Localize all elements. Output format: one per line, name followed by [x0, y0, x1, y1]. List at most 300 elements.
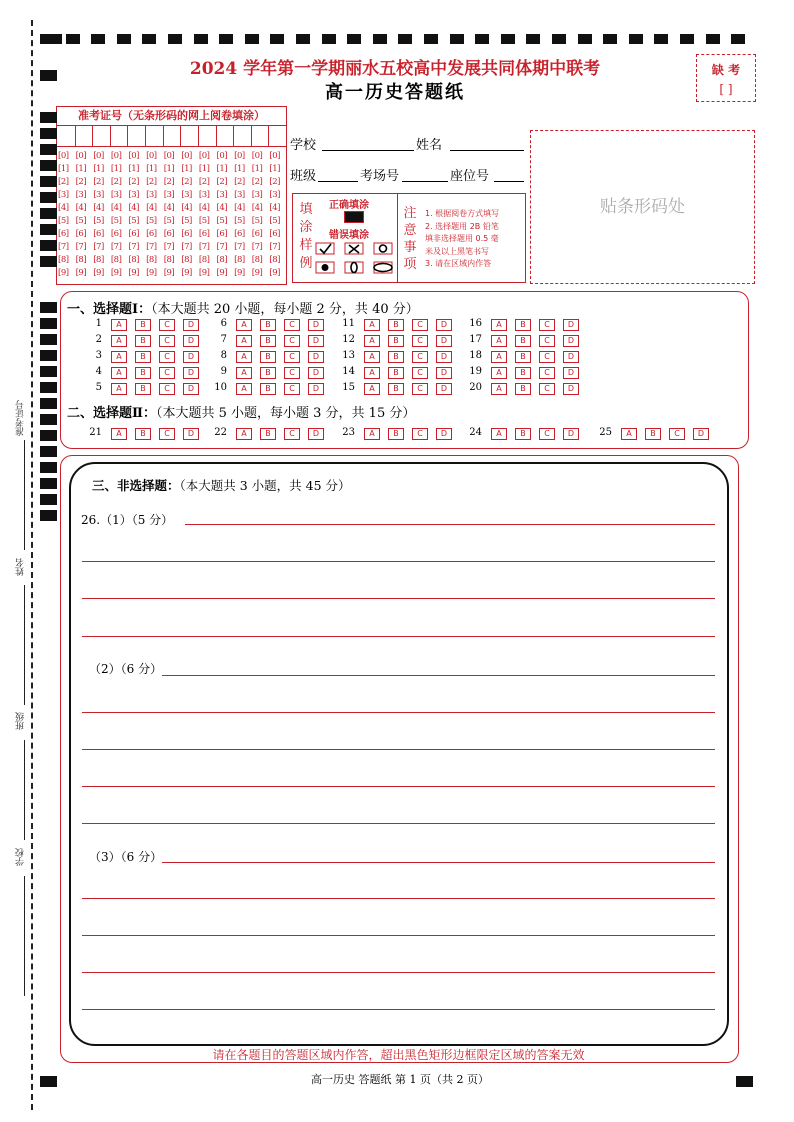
- ticket-digit-bubble[interactable]: [5]: [181, 216, 192, 226]
- ticket-digit-bubble[interactable]: [1]: [269, 164, 280, 174]
- ticket-digit-bubble[interactable]: [0]: [198, 151, 210, 161]
- option-c-bubble[interactable]: C: [412, 319, 428, 331]
- sample-label-char: 填: [299, 202, 313, 217]
- option-b-bubble[interactable]: B: [135, 319, 151, 331]
- sample-label-char: 样: [299, 238, 313, 253]
- ticket-digit-bubble[interactable]: [9]: [93, 268, 104, 278]
- question-number: 25: [599, 427, 612, 438]
- ticket-digit-bubble[interactable]: [0]: [163, 151, 175, 161]
- timing-mark: [40, 208, 57, 219]
- ticket-digit-bubble[interactable]: [7]: [269, 242, 280, 252]
- ticket-digit-bubble[interactable]: [5]: [128, 216, 139, 226]
- answer-line[interactable]: [185, 524, 715, 525]
- name-field[interactable]: [450, 150, 524, 151]
- option-b-bubble[interactable]: B: [388, 367, 404, 379]
- ticket-digit-bubble[interactable]: [9]: [234, 268, 245, 278]
- ticket-digit-bubble[interactable]: [7]: [234, 242, 245, 252]
- ticket-digit-bubble[interactable]: [9]: [146, 268, 157, 278]
- answer-line[interactable]: [162, 862, 715, 863]
- option-d-bubble[interactable]: D: [183, 367, 199, 379]
- ticket-digit-bubble[interactable]: [8]: [269, 255, 280, 265]
- option-d-bubble[interactable]: D: [183, 428, 199, 440]
- answer-line[interactable]: [82, 898, 715, 899]
- option-d-bubble[interactable]: D: [563, 383, 579, 395]
- option-a-bubble[interactable]: A: [491, 428, 507, 440]
- question-number: 4: [95, 366, 102, 377]
- ticket-digit-bubble[interactable]: [5]: [75, 216, 87, 226]
- question-number: 3: [95, 350, 102, 361]
- ticket-digit-bubble[interactable]: [7]: [128, 242, 139, 252]
- ticket-digit-bubble[interactable]: [3]: [181, 190, 192, 200]
- option-c-bubble[interactable]: C: [539, 367, 555, 379]
- timing-mark: [40, 240, 57, 251]
- ticket-digit-bubble[interactable]: [5]: [198, 216, 210, 226]
- option-a-bubble[interactable]: A: [364, 319, 380, 331]
- timing-mark: [450, 34, 464, 44]
- ticket-digit-bubble[interactable]: [4]: [198, 203, 210, 213]
- option-b-bubble[interactable]: B: [388, 428, 404, 440]
- option-b-bubble[interactable]: B: [260, 383, 276, 395]
- ticket-digit-bubble[interactable]: [2]: [234, 177, 245, 187]
- seat-label: 座位号: [450, 169, 490, 184]
- ticket-digit-bubble[interactable]: [0]: [58, 151, 69, 161]
- option-d-bubble[interactable]: D: [436, 319, 452, 331]
- option-a-bubble[interactable]: A: [111, 428, 127, 440]
- ticket-digit-bubble[interactable]: [4]: [234, 203, 245, 213]
- ticket-digit-bubble[interactable]: [8]: [93, 255, 104, 265]
- ticket-digit-bubble[interactable]: [7]: [251, 242, 263, 252]
- ticket-digit-bubble[interactable]: [1]: [234, 164, 245, 174]
- seat-field[interactable]: [494, 181, 524, 182]
- ticket-digit-bubble[interactable]: [8]: [75, 255, 87, 265]
- timing-mark: [40, 446, 57, 457]
- ticket-digit-bubble[interactable]: [4]: [128, 203, 139, 213]
- option-c-bubble[interactable]: C: [284, 351, 300, 363]
- ticket-digit-bubble[interactable]: [4]: [75, 203, 87, 213]
- ticket-column-divider: [180, 126, 181, 146]
- option-c-bubble[interactable]: C: [159, 335, 175, 347]
- option-c-bubble[interactable]: C: [159, 367, 175, 379]
- ticket-column-divider: [127, 126, 128, 146]
- answer-line[interactable]: [82, 823, 715, 824]
- timing-mark: [552, 34, 566, 44]
- school-field[interactable]: [322, 150, 414, 151]
- ticket-digit-bubble[interactable]: [6]: [216, 229, 228, 239]
- option-a-bubble[interactable]: A: [364, 367, 380, 379]
- question-number: 23: [342, 427, 355, 438]
- option-c-bubble[interactable]: C: [539, 428, 555, 440]
- ticket-column-divider: [145, 126, 146, 146]
- timing-mark: [706, 34, 720, 44]
- option-d-bubble[interactable]: D: [563, 319, 579, 331]
- ticket-digit-bubble[interactable]: [3]: [198, 190, 210, 200]
- option-a-bubble[interactable]: A: [491, 319, 507, 331]
- ticket-digit-bubble[interactable]: [2]: [198, 177, 210, 187]
- ticket-digit-bubble[interactable]: [0]: [216, 151, 228, 161]
- option-b-bubble[interactable]: B: [515, 335, 531, 347]
- ticket-digit-bubble[interactable]: [1]: [75, 164, 87, 174]
- option-d-bubble[interactable]: D: [308, 367, 324, 379]
- ticket-digit-bubble[interactable]: [6]: [181, 229, 192, 239]
- ticket-digit-bubble[interactable]: [7]: [181, 242, 192, 252]
- option-b-bubble[interactable]: B: [388, 351, 404, 363]
- option-c-bubble[interactable]: C: [284, 319, 300, 331]
- ticket-digit-bubble[interactable]: [6]: [251, 229, 263, 239]
- ticket-digit-bubble[interactable]: [4]: [93, 203, 104, 213]
- question-number: 5: [95, 382, 102, 393]
- answer-line[interactable]: [82, 972, 715, 973]
- question-number: 19: [469, 366, 482, 377]
- option-c-bubble[interactable]: C: [412, 367, 428, 379]
- ticket-digit-bubble[interactable]: [2]: [75, 177, 87, 187]
- option-a-bubble[interactable]: A: [236, 351, 252, 363]
- ticket-digit-bubble[interactable]: [0]: [181, 151, 192, 161]
- question-number: 21: [89, 427, 102, 438]
- ticket-digit-bubble[interactable]: [0]: [269, 151, 280, 161]
- absent-bracket: [ ]: [719, 82, 733, 96]
- option-b-bubble[interactable]: B: [260, 335, 276, 347]
- ticket-digit-bubble[interactable]: [1]: [216, 164, 228, 174]
- option-a-bubble[interactable]: A: [491, 335, 507, 347]
- ticket-digit-bubble[interactable]: [7]: [163, 242, 175, 252]
- ticket-digit-bubble[interactable]: [4]: [216, 203, 228, 213]
- answer-line[interactable]: [82, 712, 715, 713]
- ticket-digit-bubble[interactable]: [8]: [58, 255, 69, 265]
- option-c-bubble[interactable]: C: [539, 351, 555, 363]
- option-d-bubble[interactable]: D: [183, 335, 199, 347]
- page-footer: 高一历史 答题纸 第 1 页（共 2 页）: [311, 1073, 489, 1086]
- ticket-digit-bubble[interactable]: [0]: [110, 151, 122, 161]
- ticket-digit-bubble[interactable]: [2]: [110, 177, 122, 187]
- option-d-bubble[interactable]: D: [183, 351, 199, 363]
- ticket-digit-bubble[interactable]: [3]: [269, 190, 280, 200]
- option-a-bubble[interactable]: A: [111, 319, 127, 331]
- ticket-digit-bubble[interactable]: [3]: [146, 190, 157, 200]
- option-c-bubble[interactable]: C: [159, 383, 175, 395]
- option-c-bubble[interactable]: C: [412, 383, 428, 395]
- timing-mark: [40, 192, 57, 203]
- timing-mark: [398, 34, 412, 44]
- ticket-digit-bubble[interactable]: [7]: [198, 242, 210, 252]
- ticket-digit-bubble[interactable]: [5]: [93, 216, 104, 226]
- ticket-digit-bubble[interactable]: [9]: [163, 268, 175, 278]
- choice-section: [60, 291, 749, 449]
- ticket-digit-bubble[interactable]: [9]: [216, 268, 228, 278]
- ticket-digit-bubble[interactable]: [5]: [163, 216, 175, 226]
- choice1-title: 一、选择题Ⅰ：（本大题共 20 小题，每小题 2 分，共 40 分）: [67, 302, 419, 317]
- ticket-digit-bubble[interactable]: [9]: [75, 268, 87, 278]
- option-c-bubble[interactable]: C: [284, 335, 300, 347]
- option-a-bubble[interactable]: A: [236, 383, 252, 395]
- ticket-digit-bubble[interactable]: [1]: [146, 164, 157, 174]
- side-line: [24, 585, 25, 705]
- ticket-digit-bubble[interactable]: [1]: [128, 164, 139, 174]
- ticket-digit-bubble[interactable]: [1]: [181, 164, 192, 174]
- option-a-bubble[interactable]: A: [111, 335, 127, 347]
- option-d-bubble[interactable]: D: [183, 383, 199, 395]
- timing-mark: [40, 494, 57, 505]
- timing-mark: [654, 34, 668, 44]
- ticket-digit-bubble[interactable]: [4]: [146, 203, 157, 213]
- option-b-bubble[interactable]: B: [645, 428, 661, 440]
- ticket-digit-bubble[interactable]: [6]: [163, 229, 175, 239]
- option-c-bubble[interactable]: C: [539, 319, 555, 331]
- ticket-digit-bubble[interactable]: [9]: [128, 268, 139, 278]
- ticket-digit-bubble[interactable]: [6]: [198, 229, 210, 239]
- option-d-bubble[interactable]: D: [308, 335, 324, 347]
- option-d-bubble[interactable]: D: [183, 319, 199, 331]
- option-a-bubble[interactable]: A: [364, 383, 380, 395]
- option-a-bubble[interactable]: A: [364, 335, 380, 347]
- option-d-bubble[interactable]: D: [436, 335, 452, 347]
- option-c-bubble[interactable]: C: [159, 428, 175, 440]
- ticket-digit-bubble[interactable]: [6]: [58, 229, 69, 239]
- ticket-digit-bubble[interactable]: [9]: [110, 268, 122, 278]
- ticket-digit-bubble[interactable]: [0]: [146, 151, 157, 161]
- option-c-bubble[interactable]: C: [412, 351, 428, 363]
- ticket-digit-bubble[interactable]: [0]: [75, 151, 87, 161]
- notes-label-char: 意: [403, 223, 417, 238]
- ticket-digit-bubble[interactable]: [8]: [110, 255, 122, 265]
- ticket-digit-bubble[interactable]: [2]: [128, 177, 139, 187]
- option-d-bubble[interactable]: D: [436, 367, 452, 379]
- ticket-digit-bubble[interactable]: [2]: [181, 177, 192, 187]
- ticket-digit-bubble[interactable]: [3]: [58, 190, 69, 200]
- option-b-bubble[interactable]: B: [260, 319, 276, 331]
- class-field[interactable]: [318, 181, 358, 182]
- option-c-bubble[interactable]: C: [284, 383, 300, 395]
- option-b-bubble[interactable]: B: [135, 428, 151, 440]
- ticket-digit-bubble[interactable]: [1]: [163, 164, 175, 174]
- ticket-digit-bubble[interactable]: [6]: [146, 229, 157, 239]
- ticket-digit-bubble[interactable]: [5]: [58, 216, 69, 226]
- answer-line[interactable]: [82, 1009, 715, 1010]
- timing-mark: [219, 34, 233, 44]
- ticket-digit-bubble[interactable]: [9]: [198, 268, 210, 278]
- ticket-digit-bubble[interactable]: [8]: [198, 255, 210, 265]
- answer-line[interactable]: [82, 786, 715, 787]
- option-a-bubble[interactable]: A: [236, 367, 252, 379]
- ticket-digit-bubble[interactable]: [5]: [110, 216, 122, 226]
- ticket-digit-bubble[interactable]: [2]: [216, 177, 228, 187]
- ticket-digit-bubble[interactable]: [7]: [216, 242, 228, 252]
- option-a-bubble[interactable]: A: [364, 351, 380, 363]
- timing-mark: [40, 478, 57, 489]
- class-label: 班级: [290, 169, 317, 184]
- ticket-digit-bubble[interactable]: [4]: [269, 203, 280, 213]
- option-b-bubble[interactable]: B: [135, 383, 151, 395]
- timing-mark: [40, 256, 57, 267]
- ticket-digit-bubble[interactable]: [6]: [93, 229, 104, 239]
- ticket-digit-bubble[interactable]: [6]: [269, 229, 280, 239]
- ticket-digit-bubble[interactable]: [2]: [146, 177, 157, 187]
- timing-mark: [296, 34, 310, 44]
- option-d-bubble[interactable]: D: [563, 351, 579, 363]
- option-b-bubble[interactable]: B: [515, 428, 531, 440]
- ticket-digit-bubble[interactable]: [1]: [251, 164, 263, 174]
- wrong-fill-label: 错误填涂: [329, 230, 369, 241]
- ticket-digit-bubble[interactable]: [5]: [146, 216, 157, 226]
- option-d-bubble[interactable]: D: [308, 351, 324, 363]
- answer-line[interactable]: [82, 636, 715, 637]
- ticket-digit-bubble[interactable]: [2]: [163, 177, 175, 187]
- option-b-bubble[interactable]: B: [135, 335, 151, 347]
- ticket-digit-bubble[interactable]: [3]: [163, 190, 175, 200]
- ticket-digit-bubble[interactable]: [0]: [251, 151, 263, 161]
- ticket-digit-bubble[interactable]: [7]: [110, 242, 122, 252]
- option-a-bubble[interactable]: A: [236, 428, 252, 440]
- option-d-bubble[interactable]: D: [563, 367, 579, 379]
- ticket-digit-bubble[interactable]: [7]: [146, 242, 157, 252]
- ticket-digit-bubble[interactable]: [4]: [58, 203, 69, 213]
- option-d-bubble[interactable]: D: [436, 351, 452, 363]
- answer-line[interactable]: [82, 561, 715, 562]
- ticket-digit-bubble[interactable]: [5]: [269, 216, 280, 226]
- nonchoice-title: 三、非选择题：（本大题共 3 小题，共 45 分）: [92, 478, 351, 493]
- option-c-bubble[interactable]: C: [669, 428, 685, 440]
- option-d-bubble[interactable]: D: [308, 319, 324, 331]
- ticket-digit-bubble[interactable]: [3]: [128, 190, 139, 200]
- option-c-bubble[interactable]: C: [412, 335, 428, 347]
- ticket-digit-bubble[interactable]: [6]: [75, 229, 87, 239]
- option-c-bubble[interactable]: C: [284, 367, 300, 379]
- ticket-digit-bubble[interactable]: [8]: [251, 255, 263, 265]
- option-a-bubble[interactable]: A: [236, 335, 252, 347]
- option-b-bubble[interactable]: B: [388, 335, 404, 347]
- ticket-digit-bubble[interactable]: [2]: [251, 177, 263, 187]
- option-b-bubble[interactable]: B: [388, 319, 404, 331]
- timing-mark: [603, 34, 617, 44]
- ticket-digit-bubble[interactable]: [1]: [93, 164, 104, 174]
- ticket-digit-bubble[interactable]: [6]: [128, 229, 139, 239]
- timing-mark: [731, 34, 745, 44]
- timing-mark: [501, 34, 515, 44]
- absent-box[interactable]: [696, 54, 756, 102]
- option-a-bubble[interactable]: A: [111, 367, 127, 379]
- ticket-digit-bubble[interactable]: [5]: [251, 216, 263, 226]
- ticket-digit-bubble[interactable]: [8]: [181, 255, 192, 265]
- ticket-digit-bubble[interactable]: [0]: [93, 151, 104, 161]
- ticket-digit-bubble[interactable]: [8]: [234, 255, 245, 265]
- ticket-digit-bubble[interactable]: [9]: [269, 268, 280, 278]
- option-a-bubble[interactable]: A: [621, 428, 637, 440]
- option-a-bubble[interactable]: A: [491, 367, 507, 379]
- ticket-digit-bubble[interactable]: [3]: [216, 190, 228, 200]
- ticket-digit-bubble[interactable]: [3]: [110, 190, 122, 200]
- option-a-bubble[interactable]: A: [111, 351, 127, 363]
- ticket-digit-bubble[interactable]: [5]: [216, 216, 228, 226]
- ticket-digit-bubble[interactable]: [1]: [58, 164, 69, 174]
- ticket-digit-bubble[interactable]: [4]: [110, 203, 122, 213]
- ticket-digit-bubble[interactable]: [6]: [110, 229, 122, 239]
- ticket-digit-bubble[interactable]: [2]: [269, 177, 280, 187]
- option-d-bubble[interactable]: D: [436, 428, 452, 440]
- answer-line[interactable]: [162, 675, 715, 676]
- ticket-digit-bubble[interactable]: [8]: [128, 255, 139, 265]
- answer-line[interactable]: [82, 749, 715, 750]
- option-b-bubble[interactable]: B: [515, 351, 531, 363]
- option-b-bubble[interactable]: B: [135, 367, 151, 379]
- ticket-digit-bubble[interactable]: [1]: [198, 164, 210, 174]
- option-a-bubble[interactable]: A: [111, 383, 127, 395]
- option-d-bubble[interactable]: D: [693, 428, 709, 440]
- ticket-digit-bubble[interactable]: [3]: [75, 190, 87, 200]
- answer-area-inner: [69, 462, 729, 1046]
- answer-line[interactable]: [82, 935, 715, 936]
- option-b-bubble[interactable]: B: [515, 383, 531, 395]
- ticket-digit-bubble[interactable]: [3]: [251, 190, 263, 200]
- question-number: 7: [220, 334, 227, 345]
- timing-mark: [245, 34, 259, 44]
- timing-mark: [40, 112, 57, 123]
- timing-mark: [270, 34, 284, 44]
- option-b-bubble[interactable]: B: [515, 367, 531, 379]
- ticket-digit-bubble[interactable]: [7]: [58, 242, 69, 252]
- ticket-digit-bubble[interactable]: [9]: [251, 268, 263, 278]
- ticket-input-row[interactable]: [57, 126, 286, 147]
- ticket-digit-bubble[interactable]: [3]: [234, 190, 245, 200]
- option-c-bubble[interactable]: C: [539, 383, 555, 395]
- ticket-digit-bubble[interactable]: [7]: [75, 242, 87, 252]
- option-a-bubble[interactable]: A: [364, 428, 380, 440]
- option-c-bubble[interactable]: C: [159, 351, 175, 363]
- option-d-bubble[interactable]: D: [308, 383, 324, 395]
- ticket-digit-bubble[interactable]: [4]: [251, 203, 263, 213]
- option-b-bubble[interactable]: B: [260, 367, 276, 379]
- option-d-bubble[interactable]: D: [563, 335, 579, 347]
- option-b-bubble[interactable]: B: [260, 428, 276, 440]
- ticket-digit-bubble[interactable]: [7]: [93, 242, 104, 252]
- option-a-bubble[interactable]: A: [236, 319, 252, 331]
- option-c-bubble[interactable]: C: [539, 335, 555, 347]
- option-d-bubble[interactable]: D: [308, 428, 324, 440]
- ticket-digit-bubble[interactable]: [3]: [93, 190, 104, 200]
- ticket-digit-bubble[interactable]: [8]: [216, 255, 228, 265]
- answer-line[interactable]: [82, 598, 715, 599]
- ticket-digit-bubble[interactable]: [0]: [234, 151, 245, 161]
- ticket-digit-bubble[interactable]: [5]: [234, 216, 245, 226]
- ticket-digit-bubble[interactable]: [4]: [181, 203, 192, 213]
- room-field[interactable]: [402, 181, 448, 182]
- question-number: 14: [342, 366, 355, 377]
- option-d-bubble[interactable]: D: [436, 383, 452, 395]
- option-b-bubble[interactable]: B: [135, 351, 151, 363]
- ticket-digit-bubble[interactable]: [2]: [58, 177, 69, 187]
- option-a-bubble[interactable]: A: [491, 383, 507, 395]
- option-a-bubble[interactable]: A: [491, 351, 507, 363]
- option-c-bubble[interactable]: C: [412, 428, 428, 440]
- ticket-digit-bubble[interactable]: [1]: [110, 164, 122, 174]
- option-b-bubble[interactable]: B: [515, 319, 531, 331]
- ticket-digit-bubble[interactable]: [8]: [146, 255, 157, 265]
- option-c-bubble[interactable]: C: [284, 428, 300, 440]
- side-line: [24, 876, 25, 996]
- option-b-bubble[interactable]: B: [260, 351, 276, 363]
- timing-mark: [168, 34, 182, 44]
- top-timing-marks: [40, 34, 756, 48]
- ticket-digit-bubble[interactable]: [4]: [163, 203, 175, 213]
- ticket-digit-bubbles[interactable]: [57, 147, 286, 283]
- option-b-bubble[interactable]: B: [388, 383, 404, 395]
- option-c-bubble[interactable]: C: [159, 319, 175, 331]
- ticket-digit-bubble[interactable]: [6]: [234, 229, 245, 239]
- ticket-digit-bubble[interactable]: [9]: [181, 268, 192, 278]
- option-d-bubble[interactable]: D: [563, 428, 579, 440]
- ticket-digit-bubble[interactable]: [8]: [163, 255, 175, 265]
- ticket-digit-bubble[interactable]: [9]: [58, 268, 69, 278]
- ticket-digit-bubble[interactable]: [2]: [93, 177, 104, 187]
- ticket-digit-bubble[interactable]: [0]: [128, 151, 139, 161]
